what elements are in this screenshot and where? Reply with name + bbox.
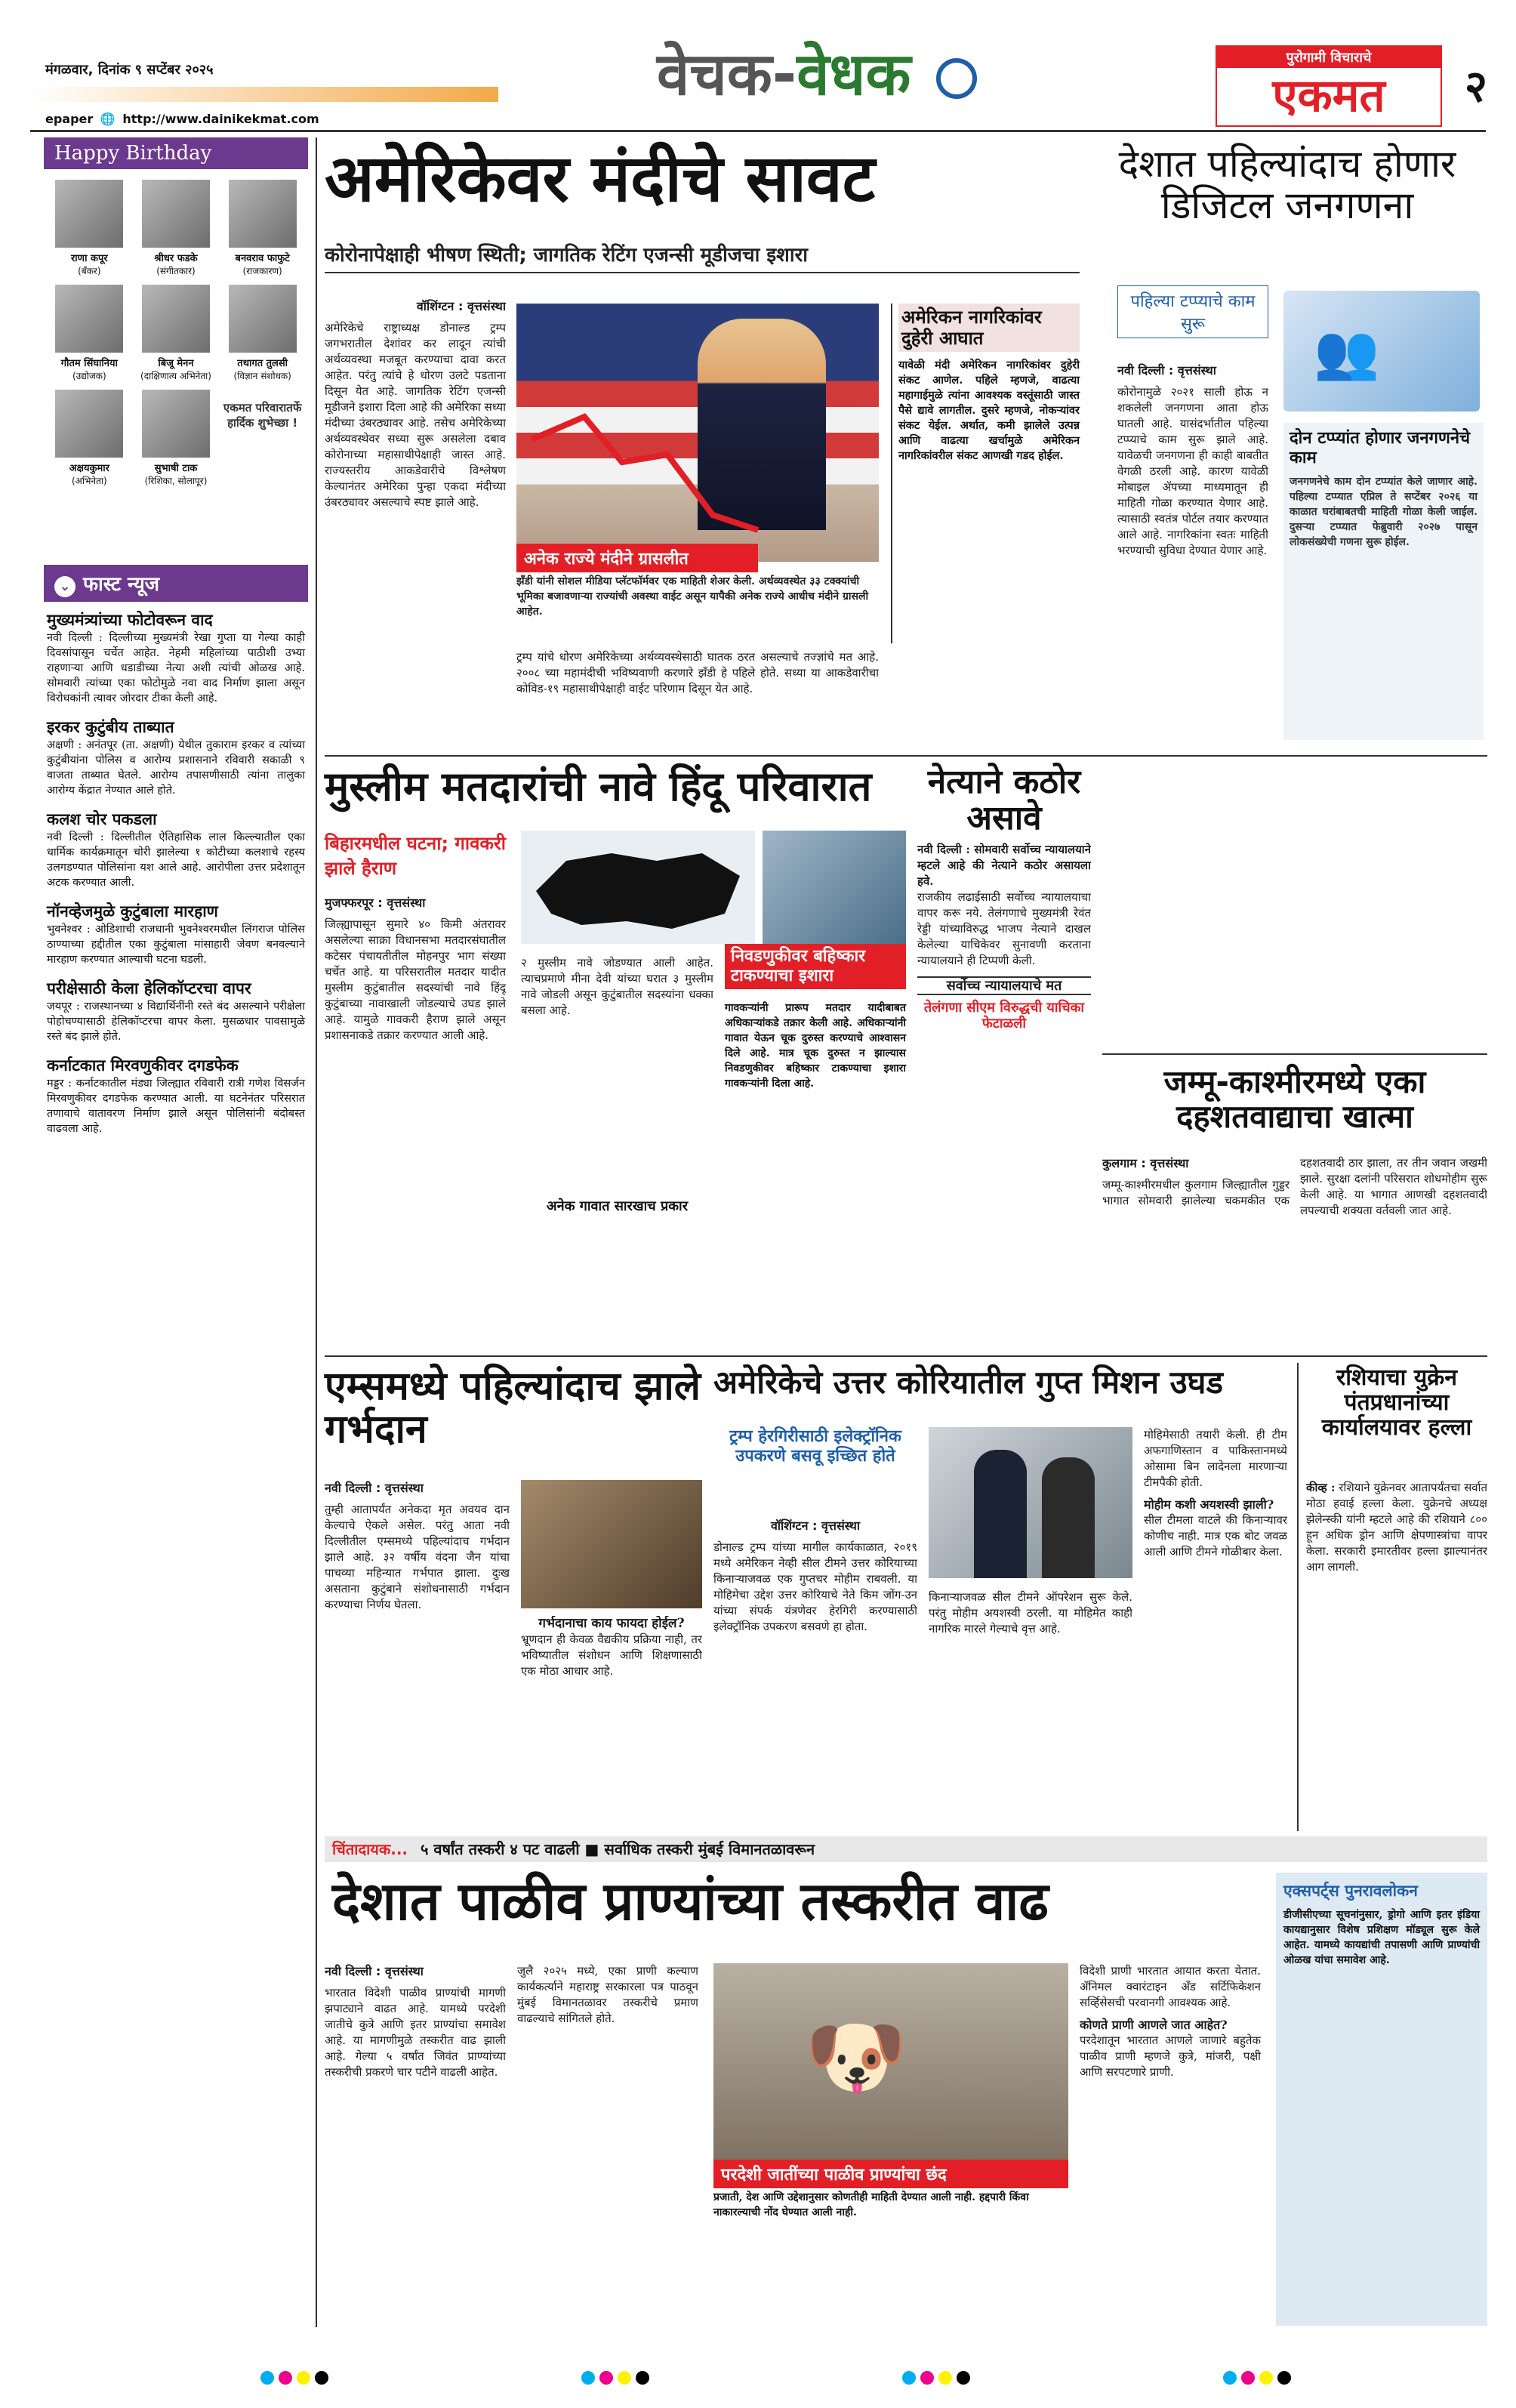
people-icon: 👥 bbox=[1314, 321, 1380, 383]
news-item bbox=[47, 717, 305, 798]
news-item-headline: नॉनव्हेजमुळे कुटुंबाला मारहाण bbox=[47, 902, 218, 920]
lead-photo-caption: अनेक राज्ये मंदीने ग्रासलीत bbox=[516, 544, 758, 572]
sidebox-text: जनगणनेचे काम दोन टप्प्यांत केले जाणार आहे. पहिल्या टप्प्यात एप्रिल ते सप्टेंबर २०२६ या काळात घरांबाबतची माहिती गोळा केली जाईल. दुसऱ्या टप्प्यात फेब्रुवारी २०२७ पासून लोकसंख्येची गणना सुरू होईल. bbox=[1290, 476, 1477, 548]
fast-news-title-bar bbox=[44, 565, 308, 602]
birthday-title: Happy Birthday bbox=[44, 137, 308, 169]
news-item-headline: मुख्यमंत्र्यांच्या फोटोवरून वाद bbox=[47, 611, 213, 629]
ribbon-text: ५ वर्षांत तस्करी ४ पट वाढली ■ सर्वाधिक तस्करी मुंबई विमानतळावरून bbox=[420, 1840, 815, 1858]
dateline: कुलगाम : वृत्तसंस्था bbox=[1102, 1156, 1189, 1170]
leaders-column bbox=[917, 842, 1091, 1295]
news-item-headline: इरकर कुटुंबीय ताब्यात bbox=[47, 718, 174, 736]
news-item-body: मड्डर : कर्नाटकातील मंड्या जिल्ह्यात रविवारी रात्री गणेश विसर्जन मिरवणुकीवर दगडफेक करण्यात आली. या घटनेनंतर परिसरात तणावाचे वातावरण निर्माण झाले असून पोलिसांनी बंदोबस्त वाढवला आहे. bbox=[47, 1078, 305, 1135]
smuggling-sidebox bbox=[1276, 1873, 1487, 2326]
dateline: नवी दिल्ली : वृत्तसंस्था bbox=[325, 1481, 424, 1495]
row-rule-2 bbox=[325, 1355, 1487, 1357]
leaders-body: राजकीय लढाईसाठी सर्वोच्च न्यायालयाचा वापर करू नये. तेलंगणाचे मुख्यमंत्री रेवंत रेड्डी यांच्याविरुद्ध भाजप नेत्याने दाखल केलेल्या याचिकेवर सुनावणी करताना न्यायालयाने ही टिप्पणी केली. bbox=[917, 890, 1091, 967]
avatar bbox=[229, 180, 297, 248]
section-title bbox=[657, 41, 977, 109]
section-title-a: वेचक- bbox=[657, 41, 797, 109]
avatar bbox=[55, 180, 123, 248]
news-item bbox=[47, 809, 305, 890]
row-rule-1 bbox=[325, 755, 1487, 757]
birthday-person bbox=[221, 180, 304, 277]
color-dots-group bbox=[260, 2371, 333, 2389]
news-item-headline: कलश चोर पकडला bbox=[47, 810, 157, 828]
leaders-dateline: नवी दिल्ली : सोमवारी सर्वोच्च न्यायालयाने म्हटले आहे की नेत्याने कठोर असायला हवे. bbox=[917, 843, 1091, 888]
person-name: तथागत तुलसी bbox=[237, 358, 288, 369]
korea-column-3 bbox=[1144, 1427, 1287, 1827]
census-headline: देशात पहिल्यांदाच होणार डिजिटल जनगणना bbox=[1118, 142, 1456, 227]
epaper-link-row[interactable] bbox=[45, 112, 319, 126]
kashmir-headline: जम्मू-काश्मीरमध्ये एका दहशतवाद्याचा खात्मा bbox=[1163, 1063, 1426, 1136]
lead-column-2: ट्रम्प यांचे धोरण अमेरिकेच्या अर्थव्यवस्थेसाठी घातक ठरत असल्याचे तज्ज्ञांचे मत आहे. २००८ च्या महामंदीची भविष्यवाणी करणारे झँडी हे पहिले होते. सध्या या आकडेवारीचा कोविड-१९ महासाथीपेक्षाही वाईट परिणाम दिसून येत आहे. bbox=[516, 650, 879, 695]
ribbon-bar bbox=[325, 1836, 1487, 1862]
leader-figure-2 bbox=[1042, 1457, 1095, 1578]
muslim-body: जिल्ह्यापासून सुमारे ४० किमी अंतरावर असलेल्या साक्रा विधानसभा मतदारसंघातील कटेसर पंचायतीतील मोहनपुर भाग संख्या चर्चेत आहे. या परिसरातील मतदार यादीत मुस्लीम कुटुंबातील सदस्यांची नावे हिंदू कुटुंबाच्या नावाखाली जोडल्याचे उघड झाले आहे. यामुळे गावकरी हैराण झाले असून प्रशासनाकडे तक्रार करण्यात आली आहे. bbox=[325, 917, 506, 1042]
korea-photo bbox=[929, 1427, 1132, 1578]
news-item bbox=[47, 978, 305, 1044]
news-item bbox=[47, 609, 305, 706]
website-url[interactable]: http://www.dainikekmat.com bbox=[122, 112, 319, 126]
russia-column bbox=[1306, 1480, 1487, 1827]
news-item bbox=[47, 901, 305, 967]
aiims-column-2 bbox=[521, 1616, 702, 1827]
census-column bbox=[1117, 362, 1268, 740]
sidebox-title: दोन टप्प्यांत होणार जनगणनेचे काम bbox=[1290, 429, 1471, 467]
person-role: (अभिनेता) bbox=[71, 476, 107, 486]
brand-logo bbox=[1216, 45, 1442, 127]
kashmir-column bbox=[1102, 1155, 1487, 1337]
news-item-body: नवी दिल्ली : दिल्लीच्या मुख्यमंत्री रेखा गुप्ता या गेल्या काही दिवसांपासून चर्चेत आहेत. नेहमी महिलांच्या पाठीशी उभ्या राहणाऱ्या आणि धडाडीच्या नेत्या अशी त्यांची ओळख आहे. सोमवारी त्यांच्या एका फोटोमुळे नवा वाद निर्माण झाला असून विरोधकांनी त्यावर जोरदार टीका केली आहे. bbox=[47, 632, 305, 705]
avatar bbox=[142, 180, 210, 248]
birthday-person bbox=[48, 390, 131, 487]
avatar bbox=[142, 390, 210, 458]
bihar-map bbox=[521, 831, 755, 944]
kashmir-rule bbox=[1102, 1053, 1487, 1055]
color-dots-group bbox=[581, 2371, 654, 2389]
header-divider bbox=[30, 87, 498, 102]
russia-headline: रशियाचा युक्रेन पंतप्रधानांच्या कार्यालयावर हल्ला bbox=[1321, 1364, 1472, 1441]
sidebox-text: डीजीसीएच्या सूचनांनुसार, ड्रोगो आणि इतर इंडिया कायद्यानुसार विशेष प्रशिक्षण मॉड्यूल सुरू केले आहेत. यामध्ये कायद्यांची तपासणी आणि प्राण्यांची ओळख यांचा समावेश आहे. bbox=[1283, 1909, 1480, 1966]
kashmir-body: जम्मू-काश्मीरमधील कुलगाम जिल्ह्यातील गुड्डर भागात सोमवारी झालेल्या चकमकीत एक दहशतवादी ठार झाला, तर तीन जवान जखमी झाले. सुरक्षा दलांनी परिसरात शोधमोहीम सुरू केली आहे. या भागात आणखी दहशतवादी लपल्याची शक्यता वर्तवली जात आहे. bbox=[1102, 1156, 1487, 1217]
epaper-label: epaper bbox=[45, 112, 94, 126]
lead-column-1 bbox=[325, 298, 506, 706]
aiims-body: तुम्ही आतापर्यंत अनेकदा मृत अवयव दान केल्याचे ऐकले असेल. परंतु आता नवी दिल्लीतील एम्समध्ये पहिल्यांदाच गर्भदान झाले आहे. ३२ वर्षीय वंदना जैन यांचा पाचव्या महिन्यात गर्भपात झाला. दुःख असताना कुटुंबाने संशोधनासाठी गर्भदान करण्याचा निर्णय घेतला. bbox=[325, 1503, 510, 1611]
leader-figure-1 bbox=[974, 1450, 1027, 1578]
muslim-box-title: निवडणुकीवर बहिष्कार टाकण्याचा इशारा bbox=[725, 944, 906, 989]
smuggling-col4-body: विदेशी प्राणी भारतात आयात करता येतात. ॲनिमल क्वारंटाइन अँड सर्टिफिकेशन सर्व्हिसेसची परवानगी आवश्यक आहे. bbox=[1080, 1964, 1261, 2009]
russia-dateline: कीव्ह : bbox=[1306, 1481, 1336, 1494]
census-body: कोरोनामुळे २०२१ साली होऊ न शकलेली जनगणना आता होऊ घातली आहे. यासंदर्भातील पहिल्या टप्प्याचे काम सुरू झाले आहे. यावेळची जनगणना ही काही बाबतीत वेगळी ठरली आहे. कारण यावेळी मोबाइल ॲपच्या माध्यमातून ही माहिती गोळा करण्यात येणार आहे. त्यासाठी स्वतंत्र पोर्टल तयार करण्यात आले आहे. नागरिकांना स्वतः माहिती भरण्याची सुविधा देण्यात येणार आहे. bbox=[1117, 385, 1268, 557]
person-role: (उद्योजक) bbox=[72, 371, 106, 381]
registration-marks bbox=[136, 2371, 1419, 2389]
globe-icon: 🌐 bbox=[100, 112, 116, 126]
leaders-headline: नेत्याने कठोर असावे bbox=[927, 763, 1081, 838]
person-role: (राजकारण) bbox=[242, 266, 282, 276]
magnifier-icon bbox=[936, 58, 977, 99]
person-role: (संगीतकार) bbox=[156, 266, 196, 276]
birthday-person bbox=[135, 285, 217, 382]
sidebox-title: अमेरिकन नागरिकांवर दुहेरी आघात bbox=[898, 304, 1080, 352]
lead-rule bbox=[325, 272, 1080, 273]
korea-headline: अमेरिकेचे उत्तर कोरियातील गुप्त मिशन उघड bbox=[713, 1364, 1223, 1401]
person-name: गौतम सिंघानिया bbox=[60, 358, 118, 369]
person-name: श्रीधर फडके bbox=[154, 253, 198, 264]
fast-news-title: फास्ट न्यूज bbox=[83, 573, 160, 596]
muslim-box-text: गावकऱ्यांनी प्रारूप मतदार यादीबाबत अधिकाऱ्यांकडे तक्रार केली आहे. अधिकाऱ्यांनी गावात येऊन चूक दुरुस्त करण्याचे आश्वासन दिले आहे. मात्र चूक दुरुस्त न झाल्यास निवडणुकीवर बहिष्कार टाकण्याचा इशारा गावकऱ्यांनी दिला आहे. bbox=[725, 1002, 906, 1090]
fast-news-panel bbox=[44, 565, 308, 2324]
birthday-person bbox=[48, 180, 131, 277]
birthday-grid bbox=[44, 169, 308, 498]
dateline: नवी दिल्ली : वृत्तसंस्था bbox=[1117, 363, 1216, 378]
korea-q-title: मोहीम कशी अयशस्वी झाली? bbox=[1144, 1497, 1274, 1512]
ballot-photo bbox=[763, 831, 906, 944]
header-rule bbox=[30, 130, 1486, 132]
person-name: अक्षयकुमार bbox=[69, 463, 109, 474]
bihar-map-shape bbox=[521, 831, 755, 944]
korea-body: डोनाल्ड ट्रम्प यांच्या मागील कार्यकाळात, २०१९ मध्ये अमेरिकन नेव्ही सील टीमने उत्तर कोरियाच्या किनाऱ्याजवळ एक गुप्तचर मोहीम राबवली. या मोहिमेचा उद्देश उत्तर कोरियाचे नेते किम जोंग-उन यांच्या संपर्क यंत्रणेवर हेरगिरी करण्यासाठी इलेक्ट्रॉनिक उपकरण बसवणे हा होता. bbox=[713, 1540, 917, 1633]
smuggling-headline: देशात पाळीव प्राण्यांच्या तस्करीत वाढ bbox=[332, 1870, 1049, 1932]
chevron-down-icon: ⌄ bbox=[54, 576, 75, 597]
korea-col3-body: मोहिमेसाठी तयारी केली. ही टीम अफगाणिस्तान व पाकिस्तानमध्ये ओसामा बिन लादेनला मारणाऱ्या टीमपैकी होती. bbox=[1144, 1428, 1287, 1489]
masthead bbox=[30, 30, 1502, 130]
aiims-headline: एम्समध्ये पहिल्यांदाच झाले गर्भदान bbox=[325, 1364, 701, 1453]
sidebar-rule bbox=[316, 137, 317, 2327]
person-name: बिजू मेनन bbox=[158, 358, 194, 369]
person-role: (रिशिका, सोलापूर) bbox=[144, 476, 208, 486]
smuggling-photo bbox=[713, 1963, 1068, 2175]
birthday-person bbox=[221, 285, 304, 382]
color-dots-group bbox=[902, 2371, 975, 2389]
russia-body: रशियाने युक्रेनवर आतापर्यंतचा सर्वात मोठा हवाई हल्ला केला. युक्रेनचे अध्यक्ष झेलेन्स्की यांनी म्हटले आहे की रशियाने ८०० हून अधिक ड्रोन आणि क्षेपणास्त्रांचा वापर केला. सरकारी इमारतीवर हल्ला झाल्यानंतर आग लागली. bbox=[1306, 1481, 1487, 1574]
news-item-body: अक्षणी : अनंतपूर (ता. अक्षणी) येथील तुकाराम इरकर व त्यांच्या कुटुंबीयांना पोलिस व आरोग्य प्रशासनाने रविवारी सकाळी ९ वाजता ताब्यात घेतले. आरोग्य तपासणीसाठी त्यांना तालुका आरोग्य केंद्रात नेण्यात आले होते. bbox=[47, 739, 305, 797]
news-item-body: जयपूर : राजस्थानच्या ४ विद्यार्थिनींनी रस्ते बंद असल्याने परीक्षेला पोहोचण्यासाठी हेलिकॉप्टरचा वापर केला. मुसळधार पावसामुळे रस्ते बंद झाले होते. bbox=[47, 1001, 305, 1043]
person-role: (बँकर) bbox=[78, 266, 101, 276]
issue-date: मंगळवार, दिनांक ९ सप्टेंबर २०२५ bbox=[45, 62, 214, 78]
census-kicker: पहिल्या टप्प्याचे काम सुरू bbox=[1117, 285, 1268, 338]
person-name: राणा कपूर bbox=[70, 253, 108, 264]
person-role: (दाक्षिणात्य अभिनेता) bbox=[140, 371, 211, 381]
avatar bbox=[55, 390, 123, 458]
birthday-person bbox=[135, 390, 217, 487]
brand-name: एकमत bbox=[1272, 69, 1385, 122]
lead-photo-text: झँडी यांनी सोशल मीडिया प्लॅटफॉर्मवर एक माहिती शेअर केली. अर्थव्यवस्थेत ३३ टक्क्यांची भूमिका बजावणाऱ्या राज्यांची अवस्था वाईट असून यापैकी अनेक राज्ये आधीच मंदीने ग्रासली आहेत. bbox=[516, 575, 869, 618]
birthday-wish: एकमत परिवारातर्फे हार्दिक शुभेच्छा ! bbox=[223, 401, 302, 430]
korea-q-body: सील टीमला वाटले की किनाऱ्यावर कोणीच नाही. मात्र एक बोट जवळ आली आणि टीमने गोळीबार केला. bbox=[1144, 1513, 1287, 1559]
aiims-q-title: गर्भदानाचा काय फायदा होईल? bbox=[538, 1616, 685, 1631]
sidebox-title: एक्सपर्ट्स पुनरावलोकन bbox=[1283, 1882, 1418, 1900]
lead-photo bbox=[516, 304, 879, 562]
ribbon-label: चिंतादायक... bbox=[332, 1840, 408, 1858]
news-item-headline: परीक्षेसाठी केला हेलिकॉप्टरचा वापर bbox=[47, 979, 251, 997]
smuggling-photo-text: प्रजाती, देश आणि उद्देशानुसार कोणतीही माहिती देण्यात आली नाही. हद्दपारी किंवा नाकारल्याची नोंद घेण्यात आली नाही. bbox=[713, 2191, 1029, 2218]
dog-icon: 🐶 bbox=[804, 2009, 907, 2105]
page-number: २ bbox=[1464, 60, 1488, 112]
avatar bbox=[142, 285, 210, 353]
section-title-b: वेधक bbox=[797, 41, 911, 109]
birthday-person bbox=[135, 180, 217, 277]
dateline: नवी दिल्ली : वृत्तसंस्था bbox=[325, 1964, 424, 1978]
avatar bbox=[229, 285, 297, 353]
news-item-headline: कर्नाटकात मिरवणुकीवर दगडफेक bbox=[47, 1056, 239, 1075]
leaders-box-2: तेलंगणा सीएम विरुद्धची याचिका फेटाळली bbox=[923, 1000, 1085, 1031]
lead-headline: अमेरिकेवर मंदीचे सावट bbox=[325, 141, 876, 217]
muslim-headline: मुस्लीम मतदारांची नावे हिंदू परिवारात bbox=[325, 763, 872, 810]
census-sidebox bbox=[1283, 423, 1484, 740]
muslim-column-1 bbox=[325, 895, 506, 1348]
smuggling-column-2: जुलै २०२५ मध्ये, एका प्राणी कल्याण कार्यकर्त्याने महाराष्ट्र सरकारला पत्र पाठवून मुंबई विमानतळावर तस्करीचे प्रमाण वाढल्याचे सांगितले होते. bbox=[517, 1964, 698, 2025]
avatar bbox=[55, 285, 123, 353]
color-dots-group bbox=[1223, 2371, 1296, 2389]
smuggling-q-title: कोणते प्राणी आणले जात आहेत? bbox=[1080, 2018, 1228, 2032]
dateline: वॉशिंग्टन : वृत्तसंस्था bbox=[416, 299, 506, 313]
sidebox-text: यावेळी मंदी अमेरिकन नागरिकांवर दुहेरी संकट आणेल. पहिले म्हणजे, वाढत्या महागाईमुळे त्यांना आवश्यक वस्तूंसाठी जास्त पैसे द्यावे लागतील. दुसरे म्हणजे, नोकऱ्यांवर संकट येईल. अर्थात, कमी झालेले उत्पन्न आणि वाढत्या खर्चामुळे अमेरिकन नागरिकांवरील संकट आणखी गडद होईल. bbox=[898, 359, 1080, 462]
russia-rule bbox=[1297, 1363, 1299, 1831]
muslim-kicker: बिहारमधील घटना; गावकरी झाले हैराण bbox=[325, 833, 506, 879]
brand-tagline: पुरोगामी विचाराचे bbox=[1217, 47, 1441, 68]
muslim-column-2: २ मुस्लीम नावे जोडण्यात आली आहेत. त्याचप्रमाणे मीना देवी यांच्या घरात ३ मुस्लीम नावे जोडली असून कुटुंबातील सदस्यांना धक्का बसला आहे. bbox=[521, 956, 713, 1017]
smuggling-q-body: परदेशातून भारतात आणले जाणारे बहुतेक पाळीव प्राणी म्हणजे कुत्रे, मांजरी, पक्षी आणि सरपटणारे प्राणी. bbox=[1080, 2033, 1261, 2079]
news-item-body: भुवनेश्वर : ओडिशाची राजधानी भुवनेश्वरमधील लिंगराज पोलिस ठाण्याच्या हद्दीतील एका कुटुंबाला मांसाहारी जेवण बनवल्याने मारहाण करण्यात आल्याची घटना घडली. bbox=[47, 923, 305, 966]
smuggling-body: भारतात विदेशी पाळीव प्राण्यांची मागणी झपाट्याने वाढत आहे. यामध्ये परदेशी जातीचे कुत्रे आणि इतर प्राण्यांचा समावेश आहे. या मागणीमुळे तस्करीत वाढ झाली आहे. गेल्या ५ वर्षांत जिवंत प्राण्यांच्या तस्करीची प्रकरणे चार पटीने वाढली आहेत. bbox=[325, 1986, 506, 2079]
muslim-sub-caption: अनेक गावात सारखाच प्रकार bbox=[546, 1198, 689, 1214]
aiims-column-1 bbox=[325, 1480, 510, 1827]
news-item-body: नवी दिल्ली : दिल्लीतील ऐतिहासिक लाल किल्ल्यातील एका धार्मिक कार्यक्रमातून चोरी झालेल्या १ कोटीच्या कलशाचे रहस्य उलगडण्यात पोलिसांना यश आले आहे. आरोपीला उत्तर प्रदेशातून अटक करण्यात आली. bbox=[47, 831, 305, 889]
korea-column-1 bbox=[713, 1518, 917, 1827]
birthday-person bbox=[48, 285, 131, 382]
dateline: मुजफ्फरपूर : वृत्तसंस्था bbox=[325, 896, 426, 910]
korea-box-title: ट्रम्प हेरगिरीसाठी इलेक्ट्रॉनिक उपकरणे बसवू इच्छित होते bbox=[729, 1427, 901, 1466]
person-role: (विज्ञान संशोधक) bbox=[233, 371, 291, 381]
lead-subhead: कोरोनापेक्षाही भीषण स्थिती; जागतिक रेटिंग एजन्सी मूडीजचा इशारा bbox=[325, 244, 808, 267]
smuggling-column-1 bbox=[325, 1963, 506, 2326]
fast-news-list bbox=[44, 609, 308, 1136]
korea-column-2: किनाऱ्याजवळ सील टीमने ऑपरेशन सुरू केले. परंतु मोहीम अयशस्वी ठरली. या मोहिमेत काही नागरिक मारले गेल्याचे वृत्त आहे. bbox=[929, 1590, 1132, 1636]
falling-chart-icon bbox=[516, 304, 879, 562]
aiims-photo bbox=[521, 1480, 702, 1608]
person-name: बनवराव फाफुटे bbox=[235, 253, 290, 264]
census-illustration bbox=[1283, 291, 1480, 412]
leaders-box-1: सर्वोच्च न्यायालयाचे मत bbox=[917, 976, 1091, 995]
smuggling-column-4 bbox=[1080, 1963, 1261, 2326]
lead-body: अमेरिकेचे राष्ट्राध्यक्ष डोनाल्ड ट्रम्प जगभरातील देशांवर कर लादून त्यांची अर्थव्यवस्था मजबूत करण्याचा दावा करत आहेत. परंतु त्यांचे हे धोरण उलटे पडताना दिसून येत आहे. जागतिक रेटिंग एजन्सी मूडीजने इशारा दिला आहे की अमेरिका सध्या मंदीच्या उंबरठ्यावर आहे. तसेच अमेरिकेच्या अर्थव्यवस्थेवर सध्या सुरू असलेला दबाव कोरोनाच्या महासाथीपेक्षाही जास्त आहे. राज्यस्तरीय आकडेवारीचे विश्लेषण केल्यानंतर अमेरिका पुन्हा एकदा मंदीच्या उंबरठ्यावर असल्याचे स्पष्ट झाले आहे. bbox=[325, 321, 506, 509]
person-name: सुभाषी टाक bbox=[154, 463, 198, 474]
news-item bbox=[47, 1055, 305, 1136]
lead-sidebox bbox=[891, 304, 1080, 643]
birthday-panel bbox=[44, 137, 308, 560]
aiims-q-body: भ्रूणदान ही केवळ वैद्यकीय प्रक्रिया नाही, तर भविष्यातील संशोधन आणि शिक्षणासाठी एक मोठा आधार आहे. bbox=[521, 1633, 702, 1678]
smuggling-photo-caption: परदेशी जातींच्या पाळीव प्राण्यांचा छंद bbox=[713, 2160, 1068, 2188]
dateline: वॉशिंग्टन : वृत्तसंस्था bbox=[770, 1518, 861, 1533]
